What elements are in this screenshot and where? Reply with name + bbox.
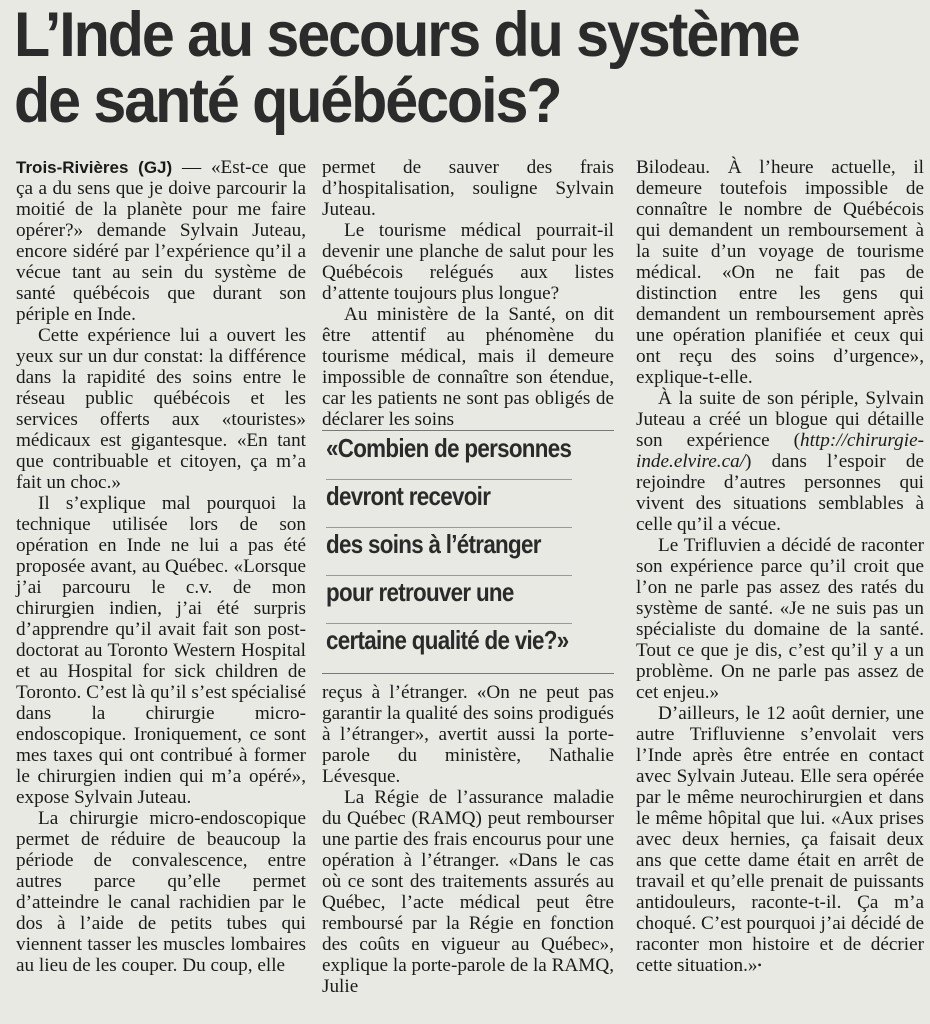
paragraph: Au ministère de la Santé, on dit être attentif au phénomène du tourisme médical, mais il demeure impossible de connaître son étendue, car les patients ne sont pas obligés de déclarer les soins — [322, 304, 614, 430]
paragraph: Il s’explique mal pourquoi la technique utilisée lors de son opération en Inde ne lui a pas été proposée avant, au Québec. «Lorsque j’ai parcouru le c.v. de mon chirurgien indien, j’ai été surpris d’apprendre qu’il avait fait son post-doctorat au Toronto Western Hospital et au Hospital for sick children de Toronto. C’est là qu’il s’est spécialisé dans la chirurgie micro-endoscopique. Ironiquement, ce sont mes taxes qui ont contribué à former le chirurgien indien qui m’a opéré», expose Sylvain Juteau. — [16, 493, 306, 808]
paragraph — [636, 388, 924, 535]
article-column-2-continued — [322, 682, 614, 997]
blog-url: http://chirurgie-inde.elvire.ca/ — [636, 430, 924, 472]
end-of-article-mark: • — [757, 958, 762, 972]
article-column-3 — [636, 157, 924, 976]
dateline: Trois-Rivières (GJ) — [16, 158, 173, 177]
paragraph: Bilodeau. À l’heure actuelle, il demeure toutefois impossible de connaître le nombre de Québécois qui demandent un remboursement à la suite d’un voyage de tourisme médical. «On ne fait pas de distinction entre les gens qui demandent un remboursement après une opération planifiée et ceux qui ont reçu des soins d’urgence», explique-t-elle. — [636, 157, 924, 388]
pull-quote-line: devront recevoir — [326, 479, 572, 528]
paragraph: Le tourisme médical pourrait-il devenir une planche de salut pour les Québécois relégués aux listes d’attente toujours plus longue? — [322, 220, 614, 304]
paragraph: La Régie de l’assurance maladie du Québec (RAMQ) peut rembourser une partie des frais encourus pour une opération à l’étranger. «Dans le cas où ce sont des traitements assurés au Québec, l’acte médical peut être remboursé par la Régie en fonction des coûts en vigueur au Québec», explique la porte-parole de la RAMQ, Julie — [322, 787, 614, 997]
paragraph — [16, 157, 306, 325]
pull-quote-line: «Combien de personnes — [326, 431, 572, 480]
paragraph — [636, 703, 924, 976]
headline-line-1: L’Inde au secours du système — [14, 0, 799, 70]
pull-quote — [322, 430, 614, 674]
paragraph: La chirurgie micro-endoscopique permet de réduire de beaucoup la période de convalescence, entre autres parce qu’elle permet d’atteindre le canal rachidien par le dos à l’aide de petits tubes qui viennent tasser les muscles lombaires au lieu de les couper. Du coup, elle — [16, 808, 306, 976]
paragraph: Cette expérience lui a ouvert les yeux sur un dur constat: la différence dans la rapidité des soins entre le réseau public québécois et les services offerts aux «touristes» médicaux est gigantesque. «En tant que contribuable et citoyen, ça m’a fait un choc.» — [16, 325, 306, 493]
headline — [14, 2, 865, 134]
article-column-1 — [16, 157, 306, 976]
paragraph: reçus à l’étranger. «On ne peut pas garantir la qualité des soins prodigués à l’étranger», avertit aussi la porte-parole du ministère, Nathalie Lévesque. — [322, 682, 614, 787]
paragraph: Le Trifluvien a décidé de raconter son expérience parce qu’il croit que l’on ne parle pas assez des ratés du système de santé. «Je ne suis pas un spécialiste du domaine de la santé. Tout ce que je dis, c’est qu’il y a un problème. On ne parle pas assez de cet enjeu.» — [636, 535, 924, 703]
pull-quote-line: pour retrouver une — [326, 575, 572, 624]
paragraph-text: — «Est-ce que ça a du sens que je doive parcourir la moitié de la planète pour me faire opérer?» demande Sylvain Juteau, encore sidéré par l’expérience qu’il a vécue tant au sein du système de santé québécois que durant son périple en Inde. — [16, 157, 306, 325]
paragraph-text: D’ailleurs, le 12 août dernier, une autre Trifluvienne s’envolait vers l’Inde après être entrée en contact avec Sylvain Juteau. Elle sera opérée par le même neurochirurgien et dans le même hôpital que lui. «Aux prises avec deux hernies, ça faisait deux ans que cette dame était en arrêt de travail et qu’elle prenait de puissants antidouleurs, raconte-t-il. Ça m’a choqué. C’est pourquoi j’ai décidé de raconter mon histoire et de décrier cette situation.» — [636, 703, 924, 976]
paragraph: permet de sauver des frais d’hospitalisation, souligne Sylvain Juteau. — [322, 157, 614, 220]
article-column-2 — [322, 157, 614, 430]
pull-quote-line: certaine qualité de vie?» — [326, 625, 569, 655]
pull-quote-line: des soins à l’étranger — [326, 527, 572, 576]
headline-line-2: de santé québécois? — [14, 66, 561, 136]
paragraph-text: ) dans l’espoir de rejoindre d’autres personnes qui vivent des situations semblables à celle qu’il a vécue. — [636, 451, 924, 535]
paragraph-text: À la suite de son périple, Sylvain Juteau a créé un blogue qui détaille son expérience ( — [636, 388, 924, 451]
